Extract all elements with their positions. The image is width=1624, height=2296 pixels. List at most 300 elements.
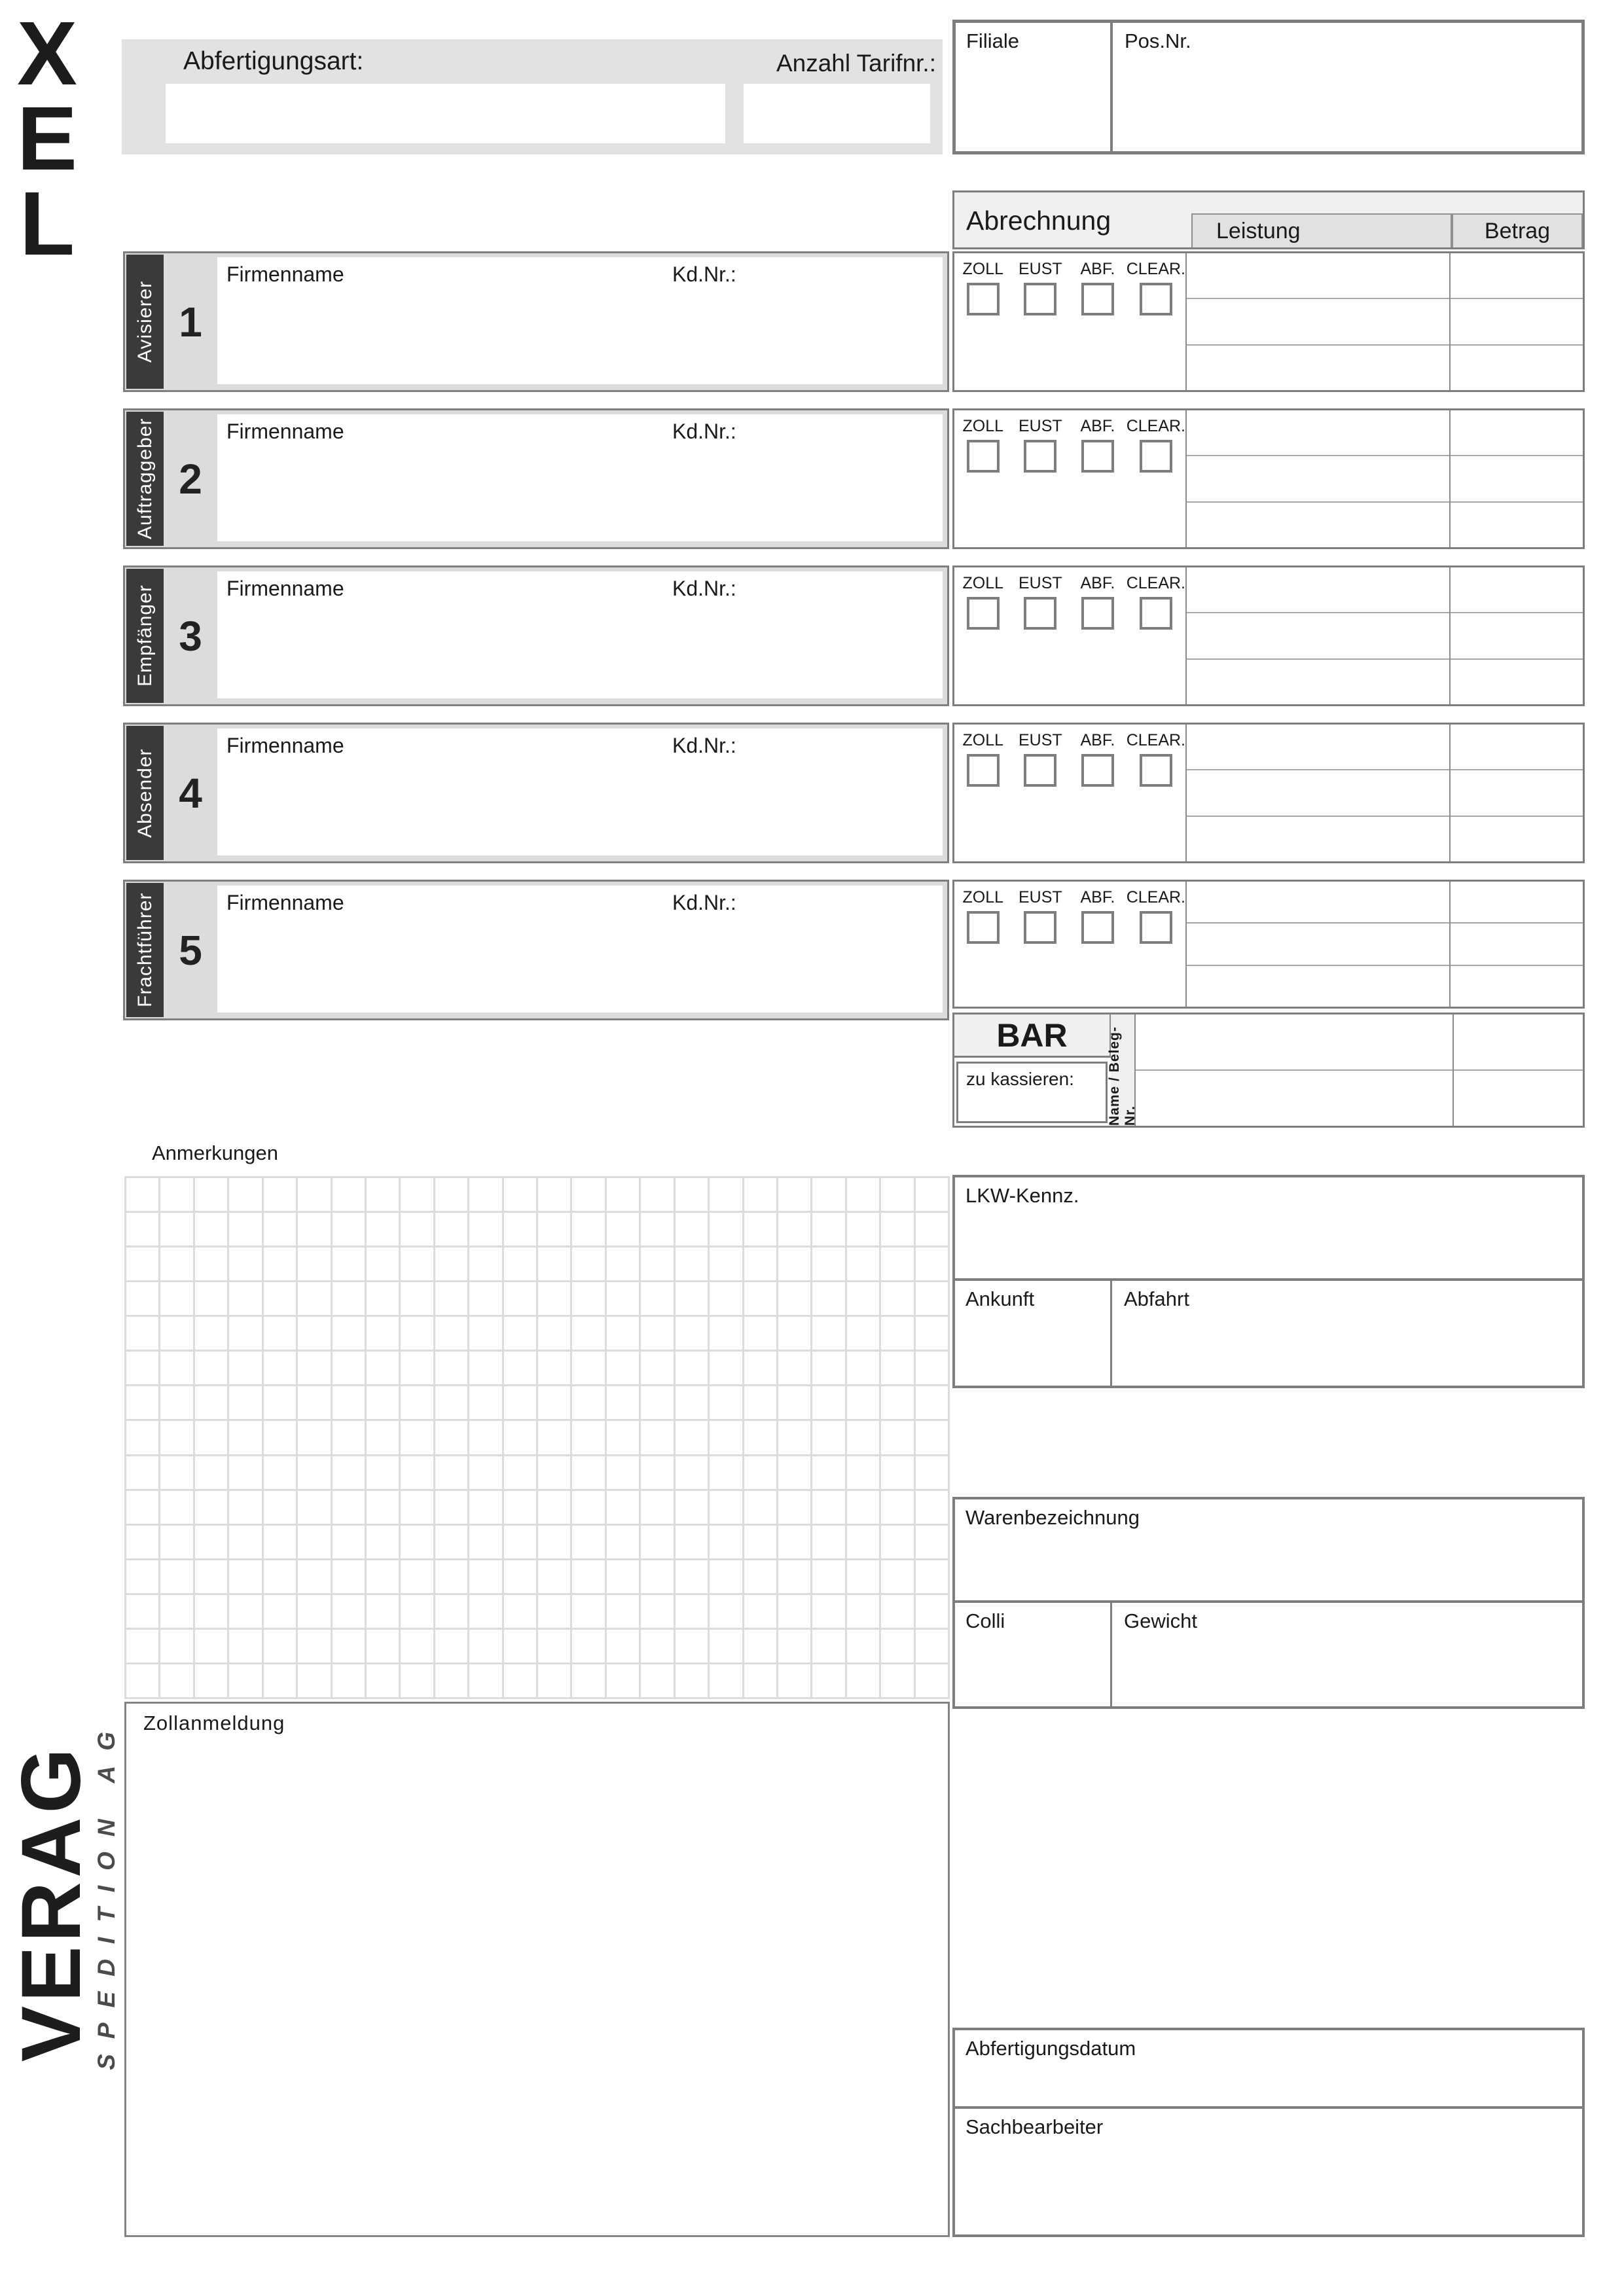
grid-cell [538,1595,572,1630]
grid-cell [264,1664,298,1699]
abf-label: ABF. [1080,574,1115,592]
grid-cell [160,1317,194,1352]
grid-cell [160,1352,194,1386]
grid-cell [538,1282,572,1317]
betrag-label: Betrag [1484,218,1551,243]
grid-cell [264,1317,298,1352]
grid-cell [778,1178,812,1213]
clear-column [1127,731,1185,861]
lex-letter: L [19,173,75,274]
grid-cell [572,1317,606,1352]
abf-column [1069,574,1127,704]
grid-cell [298,1282,332,1317]
betrag-cell[interactable] [1451,613,1583,659]
grid-cell [504,1630,538,1664]
party-address-box [123,408,949,549]
grid-cell [333,1282,367,1317]
grid-cell [367,1421,401,1456]
grid-cell [881,1247,915,1282]
grid-cell [778,1630,812,1664]
party-number: 2 [179,455,202,503]
grid-cell [229,1213,263,1247]
grid-cell [333,1421,367,1456]
anmerkungen-label: Anmerkungen [152,1141,279,1164]
grid-cell [264,1491,298,1526]
grid-cell [778,1456,812,1491]
grid-cell [812,1595,846,1630]
kdnr-label: Kd.Nr.: [672,734,736,757]
checkbox-zone [954,725,1187,861]
abfertigungsdatum-label: Abfertigungsdatum [965,2037,1136,2060]
grid-cell [744,1421,778,1456]
grid-cell [916,1456,950,1491]
grid-cell [607,1386,641,1421]
abf-checkbox[interactable] [1081,754,1114,787]
betrag-cell[interactable] [1451,725,1583,770]
grid-cell [160,1456,194,1491]
grid-cell [229,1247,263,1282]
grid-cell [676,1386,710,1421]
grid-cell [435,1491,469,1526]
grid-cell [778,1247,812,1282]
grid-cell [881,1421,915,1456]
grid-cell [641,1421,675,1456]
leistung-cell[interactable] [1187,567,1449,613]
betrag-cells [1451,567,1583,704]
grid-cell [641,1282,675,1317]
clear-checkbox[interactable] [1140,597,1172,630]
bar-title: BAR [954,1014,1111,1058]
grid-cell [778,1595,812,1630]
eust-label: EUST [1019,417,1062,435]
grid-cell [504,1664,538,1699]
leistung-cell[interactable] [1187,966,1449,1007]
anmerkungen-grid[interactable] [124,1176,950,1699]
zoll-checkbox[interactable] [967,597,1000,630]
grid-cell [916,1247,950,1282]
grid-cell [469,1526,503,1560]
grid-cell [195,1526,229,1560]
firmenname-field[interactable] [217,571,943,698]
grid-cell [812,1247,846,1282]
grid-cell [298,1491,332,1526]
betrag-cell[interactable] [1451,924,1583,965]
grid-cell [676,1630,710,1664]
grid-cell [126,1282,160,1317]
sachbearbeiter-field[interactable] [955,2109,1582,2234]
betrag-cells [1451,410,1583,547]
grid-cell [298,1595,332,1630]
grid-cell [298,1178,332,1213]
party-address-box [123,565,949,706]
leistung-cell[interactable] [1187,346,1449,390]
grid-cell [607,1352,641,1386]
grid-cell [641,1630,675,1664]
grid-cell [401,1178,435,1213]
grid-cell [435,1247,469,1282]
zoll-label: ZOLL [962,574,1004,592]
grid-cell [710,1213,744,1247]
grid-cell [847,1595,881,1630]
grid-cell [744,1595,778,1630]
grid-cell [504,1282,538,1317]
grid-cell [744,1282,778,1317]
grid-cell [676,1595,710,1630]
grid-cell [812,1317,846,1352]
leistung-cells [1187,882,1451,1007]
bar-leistung-cell[interactable] [1136,1014,1453,1071]
grid-cell [812,1421,846,1456]
abf-checkbox[interactable] [1081,597,1114,630]
grid-cell [469,1282,503,1317]
zoll-column [954,260,1012,390]
grid-cell [881,1213,915,1247]
betrag-cell[interactable] [1451,456,1583,502]
bar-betrag-cell[interactable] [1454,1071,1583,1126]
clear-label: CLEAR. [1126,417,1185,435]
clear-checkbox[interactable] [1140,283,1172,315]
grid-cell [744,1664,778,1699]
lex-logo [14,3,80,274]
clear-checkbox[interactable] [1140,440,1172,473]
grid-cell [401,1213,435,1247]
bar-leistung-cell[interactable] [1136,1071,1453,1126]
grid-cell [710,1456,744,1491]
betrag-cell[interactable] [1451,882,1583,924]
leistung-cell[interactable] [1187,924,1449,965]
grid-cell [367,1178,401,1213]
firmenname-field[interactable] [217,414,943,541]
grid-cell [126,1317,160,1352]
party-role-label: Avisierer [126,255,164,389]
grid-cell [881,1386,915,1421]
grid-cell [847,1630,881,1664]
grid-cell [504,1213,538,1247]
grid-cell [847,1560,881,1595]
betrag-cell[interactable] [1451,299,1583,345]
grid-cell [504,1386,538,1421]
kdnr-label: Kd.Nr.: [672,420,736,443]
grid-cell [812,1213,846,1247]
grid-cell [435,1560,469,1595]
eust-checkbox[interactable] [1024,754,1056,787]
firmenname-field[interactable] [217,257,943,384]
abfertigungsart-label: Abfertigungsart: [183,47,364,75]
bar-betrag-cells [1454,1014,1583,1126]
grid-cell [126,1213,160,1247]
leistung-cell[interactable] [1187,253,1449,299]
grid-cell [676,1421,710,1456]
clear-column [1127,417,1185,547]
grid-cell [538,1491,572,1526]
grid-cell [229,1526,263,1560]
lkw-section [952,1175,1585,1388]
eust-label: EUST [1019,260,1062,278]
abrechnung-row [952,723,1585,863]
grid-cell [641,1491,675,1526]
clear-label: CLEAR. [1126,574,1185,592]
grid-cell [229,1560,263,1595]
grid-cell [847,1421,881,1456]
grid-cell [916,1317,950,1352]
betrag-cell[interactable] [1451,503,1583,547]
abf-checkbox[interactable] [1081,911,1114,944]
betrag-cell[interactable] [1451,817,1583,861]
abf-column [1069,260,1127,390]
grid-cell [607,1664,641,1699]
filiale-posnr-box [952,20,1585,154]
grid-cell [916,1178,950,1213]
grid-cell [160,1526,194,1560]
grid-cell [160,1386,194,1421]
party-address-box [123,723,949,863]
zoll-checkbox[interactable] [967,911,1000,944]
zoll-checkbox[interactable] [967,440,1000,473]
abfahrt-label: Abfahrt [1124,1287,1189,1310]
grid-cell [195,1317,229,1352]
eust-column [1012,731,1070,861]
leistung-cells [1187,410,1451,547]
grid-cell [812,1456,846,1491]
grid-cell [504,1560,538,1595]
zoll-label: ZOLL [962,260,1004,278]
abf-label: ABF. [1080,888,1115,906]
betrag-cell[interactable] [1451,346,1583,390]
leistung-cell[interactable] [1187,882,1449,924]
betrag-cell[interactable] [1451,253,1583,299]
grid-cell [812,1491,846,1526]
grid-cell [160,1247,194,1282]
grid-cell [126,1664,160,1699]
gewicht-label: Gewicht [1124,1609,1197,1632]
abfertigungsdatum-field[interactable] [955,2030,1582,2109]
grid-cell [881,1491,915,1526]
grid-cell [710,1352,744,1386]
grid-cell [126,1386,160,1421]
grid-cell [744,1352,778,1386]
leistung-cell[interactable] [1187,660,1449,704]
grid-cell [401,1560,435,1595]
bar-leistung-cells [1134,1014,1454,1126]
grid-cell [916,1560,950,1595]
bar-left [954,1014,1111,1126]
grid-cell [572,1178,606,1213]
grid-cell [607,1491,641,1526]
grid-cell [916,1386,950,1421]
anzahl-tarifnr-field[interactable] [744,84,930,143]
eust-column [1012,574,1070,704]
grid-cell [572,1456,606,1491]
ankunft-field[interactable] [955,1281,1112,1386]
grid-cell [435,1664,469,1699]
grid-cell [572,1491,606,1526]
grid-cell [401,1456,435,1491]
party-number: 3 [179,612,202,660]
grid-cell [195,1386,229,1421]
leistung-cell[interactable] [1187,456,1449,502]
grid-cell [676,1526,710,1560]
grid-cell [710,1560,744,1595]
grid-cell [469,1560,503,1595]
zoll-column [954,888,1012,1007]
grid-cell [367,1456,401,1491]
grid-cell [641,1664,675,1699]
grid-cell [710,1386,744,1421]
grid-cell [333,1456,367,1491]
party-number: 4 [179,769,202,817]
abf-checkbox[interactable] [1081,283,1114,315]
grid-cell [333,1247,367,1282]
filiale-label: Filiale [966,29,1019,52]
grid-cell [538,1664,572,1699]
checkbox-zone [954,253,1187,390]
zollanmeldung-label: Zollanmeldung [143,1712,285,1734]
grid-cell [229,1317,263,1352]
clear-label: CLEAR. [1126,731,1185,749]
gewicht-field[interactable] [1112,1603,1582,1706]
grid-cell [607,1247,641,1282]
lkw-kennz-field[interactable] [955,1177,1582,1281]
grid-cell [298,1386,332,1421]
zoll-label: ZOLL [962,888,1004,906]
party-row [123,251,1589,392]
grid-cell [538,1526,572,1560]
grid-cell [607,1178,641,1213]
clear-checkbox[interactable] [1140,911,1172,944]
grid-cell [435,1213,469,1247]
grid-cell [916,1213,950,1247]
grid-cell [298,1456,332,1491]
grid-cell [195,1421,229,1456]
leistung-cell[interactable] [1187,613,1449,659]
abrechnung-row [952,880,1585,1009]
grid-cell [264,1386,298,1421]
firmenname-label: Firmenname [226,262,344,286]
checkbox-zone [954,567,1187,704]
grid-cell [538,1178,572,1213]
grid-cell [572,1247,606,1282]
clear-column [1127,888,1185,1007]
grid-cell [847,1491,881,1526]
eust-checkbox[interactable] [1024,597,1056,630]
grid-cell [264,1247,298,1282]
grid-cell [333,1491,367,1526]
grid-cell [881,1560,915,1595]
zollanmeldung-field[interactable] [124,1702,950,2237]
eust-column [1012,260,1070,390]
betrag-cell[interactable] [1451,567,1583,613]
grid-cell [641,1456,675,1491]
zoll-checkbox[interactable] [967,754,1000,787]
posnr-label: Pos.Nr. [1125,29,1191,52]
firmenname-field[interactable] [217,728,943,855]
firmenname-field[interactable] [217,886,943,1013]
party-row [123,880,1589,1020]
grid-cell [676,1664,710,1699]
grid-cell [744,1560,778,1595]
grid-cell [641,1595,675,1630]
grid-cell [881,1352,915,1386]
leistung-cell[interactable] [1187,503,1449,547]
firmenname-label: Firmenname [226,420,344,443]
clear-label: CLEAR. [1126,260,1185,278]
grid-cell [676,1456,710,1491]
grid-cell [367,1386,401,1421]
party-role-label: Auftraggeber [126,412,164,546]
grid-cell [435,1595,469,1630]
posnr-field[interactable] [1113,23,1581,151]
betrag-cell[interactable] [1451,410,1583,456]
grid-cell [572,1630,606,1664]
abf-checkbox[interactable] [1081,440,1114,473]
colli-field[interactable] [955,1603,1112,1706]
abfertigungsart-field[interactable] [166,84,725,143]
grid-cell [229,1178,263,1213]
zoll-column [954,731,1012,861]
filiale-field[interactable] [956,23,1113,151]
betrag-cell[interactable] [1451,660,1583,704]
warenbezeichnung-field[interactable] [955,1499,1582,1603]
leistung-cell[interactable] [1187,770,1449,816]
verag-logo [4,1728,98,2078]
grid-cell [778,1282,812,1317]
grid-cell [676,1282,710,1317]
leistung-cell[interactable] [1187,299,1449,345]
grid-cell [572,1352,606,1386]
clear-checkbox[interactable] [1140,754,1172,787]
clear-label: CLEAR. [1126,888,1185,906]
grid-cell [847,1352,881,1386]
name-beleg-label: Name / Beleg-Nr. [1107,1026,1138,1126]
betrag-cell[interactable] [1451,966,1583,1007]
party-row [123,408,1589,549]
party-rows [123,251,1589,1037]
grid-cell [916,1526,950,1560]
kdnr-label: Kd.Nr.: [672,577,736,600]
leistung-cell[interactable] [1187,410,1449,456]
grid-cell [333,1560,367,1595]
grid-cell [916,1282,950,1317]
grid-cell [572,1526,606,1560]
leistung-cell[interactable] [1187,817,1449,861]
abfahrt-field[interactable] [1112,1281,1582,1386]
eust-checkbox[interactable] [1024,440,1056,473]
zoll-checkbox[interactable] [967,283,1000,315]
grid-cell [847,1247,881,1282]
eust-checkbox[interactable] [1024,283,1056,315]
grid-cell [298,1421,332,1456]
eust-column [1012,417,1070,547]
zu-kassieren-field[interactable] [956,1062,1108,1123]
grid-cell [504,1178,538,1213]
grid-cell [333,1178,367,1213]
eust-checkbox[interactable] [1024,911,1056,944]
grid-cell [298,1526,332,1560]
grid-cell [298,1664,332,1699]
grid-cell [710,1282,744,1317]
grid-cell [469,1491,503,1526]
grid-cell [195,1664,229,1699]
grid-cell [367,1317,401,1352]
leistung-cell[interactable] [1187,725,1449,770]
grid-cell [778,1526,812,1560]
grid-cell [641,1386,675,1421]
eust-label: EUST [1019,574,1062,592]
betrag-cell[interactable] [1451,770,1583,816]
grid-cell [160,1630,194,1664]
leistung-cells [1187,253,1451,390]
bar-betrag-cell[interactable] [1454,1014,1583,1071]
